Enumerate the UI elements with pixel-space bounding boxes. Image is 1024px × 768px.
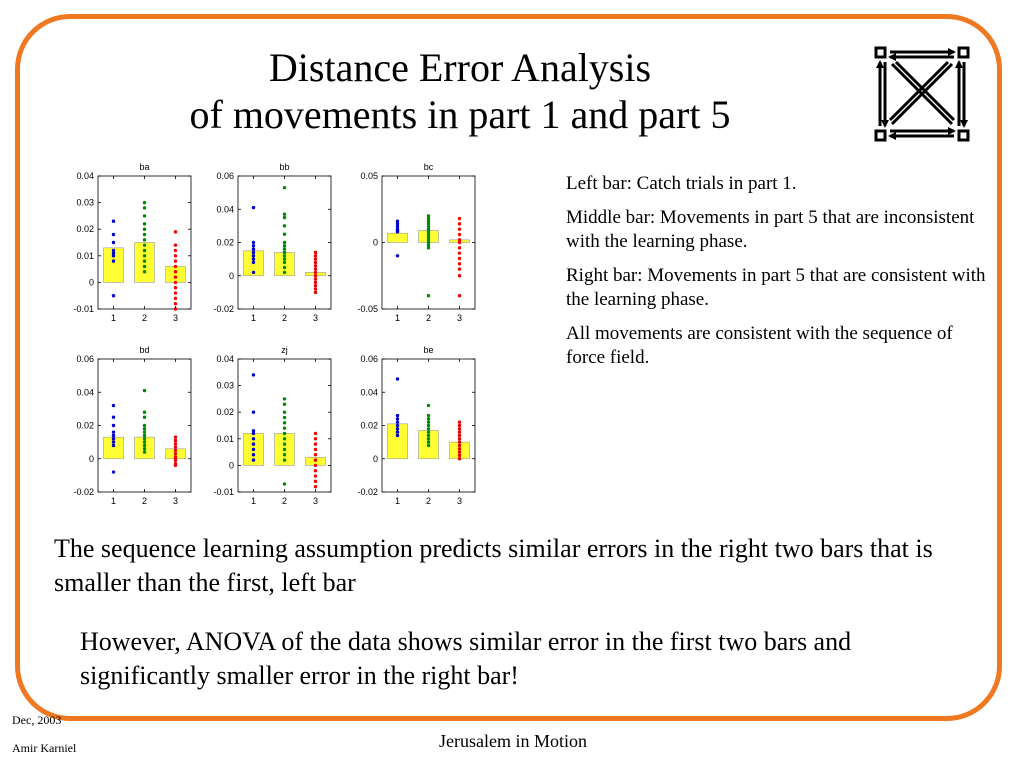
footer-author: Amir Karniel <box>12 741 77 755</box>
data-point <box>458 294 461 297</box>
data-point <box>143 389 146 392</box>
data-point <box>252 411 255 414</box>
x-tick-label: 1 <box>250 496 257 506</box>
data-point <box>174 439 177 442</box>
data-point <box>458 274 461 277</box>
data-point <box>174 452 177 455</box>
x-tick-label: 1 <box>110 496 117 506</box>
data-point <box>283 458 286 461</box>
legend-text <box>566 172 986 380</box>
data-point <box>283 254 286 257</box>
data-point <box>283 432 286 435</box>
plot-axes-box <box>238 359 331 492</box>
data-point <box>174 281 177 284</box>
data-point <box>314 485 317 488</box>
data-point <box>314 474 317 477</box>
data-point <box>112 254 115 257</box>
data-point <box>458 457 461 460</box>
data-point <box>314 264 317 267</box>
data-point <box>427 420 430 423</box>
data-point <box>314 261 317 264</box>
x-tick-label: 2 <box>141 496 148 506</box>
data-point <box>283 251 286 254</box>
data-point <box>112 233 115 236</box>
plot-bb <box>213 162 331 323</box>
data-point <box>143 214 146 217</box>
x-tick-label: 3 <box>456 313 463 323</box>
plot-be <box>357 345 475 506</box>
data-point <box>283 426 286 429</box>
y-tick-label: 0.02 <box>216 237 234 248</box>
data-point <box>427 404 430 407</box>
arrows-square-logo-icon <box>874 46 970 142</box>
data-point <box>143 450 146 453</box>
y-tick-label: 0.02 <box>216 407 234 418</box>
data-point <box>283 482 286 485</box>
data-point <box>112 404 115 407</box>
y-tick-label: 0.04 <box>360 387 378 398</box>
data-point <box>458 437 461 440</box>
data-point <box>458 241 461 244</box>
data-point <box>143 254 146 257</box>
y-tick-label: 0.04 <box>216 354 234 364</box>
x-tick-label: 2 <box>425 496 432 506</box>
slide-title <box>60 44 860 138</box>
data-point <box>112 437 115 440</box>
data-point <box>314 251 317 254</box>
legend-right-bar: Right bar: Movements in part 5 that are consistent with the learning phase. <box>566 265 986 310</box>
footer-date: Dec, 2003 <box>12 713 62 727</box>
data-point <box>112 444 115 447</box>
data-point <box>143 238 146 241</box>
data-point <box>143 270 146 273</box>
body-paragraph-2: However, ANOVA of the data shows similar error in the first two bars and significantly smaller error in the right bar! <box>80 627 852 690</box>
x-tick-label: 1 <box>250 313 257 323</box>
y-tick-label: 0.04 <box>76 171 94 181</box>
data-point <box>283 257 286 260</box>
y-tick-label: 0 <box>228 270 234 281</box>
y-tick-label: 0.06 <box>76 354 94 364</box>
y-tick-label: 0 <box>88 277 94 288</box>
data-point <box>174 464 177 467</box>
y-tick-label: 0 <box>88 453 94 464</box>
data-point <box>314 274 317 277</box>
data-point <box>283 403 286 406</box>
data-point <box>143 233 146 236</box>
data-point <box>112 259 115 262</box>
x-tick-label: 3 <box>172 496 179 506</box>
data-point <box>427 414 430 417</box>
data-point <box>143 424 146 427</box>
y-tick-label: -0.05 <box>357 304 378 314</box>
data-point <box>252 271 255 274</box>
data-point <box>458 454 461 457</box>
data-point <box>283 213 286 216</box>
data-point <box>458 267 461 270</box>
y-tick-label: -0.02 <box>357 487 378 497</box>
data-point <box>143 434 146 437</box>
data-point <box>314 480 317 483</box>
data-point <box>283 216 286 219</box>
data-point <box>112 241 115 244</box>
data-point <box>314 277 317 280</box>
y-tick-label: 0.03 <box>76 197 94 208</box>
plot-title: ba <box>139 162 150 172</box>
y-tick-label: 0.04 <box>76 387 94 398</box>
data-point <box>396 430 399 433</box>
data-point <box>458 427 461 430</box>
data-point <box>283 416 286 419</box>
data-point <box>458 262 461 265</box>
footer-center: Jerusalem in Motion <box>439 731 587 751</box>
data-point <box>283 224 286 227</box>
data-point <box>314 284 317 287</box>
data-point <box>283 411 286 414</box>
data-point <box>174 291 177 294</box>
data-point <box>314 464 317 467</box>
data-point <box>314 469 317 472</box>
data-point <box>458 222 461 225</box>
data-point <box>143 427 146 430</box>
data-point <box>458 233 461 236</box>
x-tick-label: 3 <box>312 496 319 506</box>
data-point <box>143 243 146 246</box>
data-point <box>314 267 317 270</box>
data-point <box>252 247 255 250</box>
data-point <box>314 271 317 274</box>
plot-title: be <box>423 345 434 355</box>
data-point <box>143 415 146 418</box>
data-point <box>143 201 146 204</box>
y-tick-label: 0 <box>372 237 378 248</box>
data-point <box>174 449 177 452</box>
data-point <box>314 437 317 440</box>
data-point <box>112 434 115 437</box>
data-point <box>143 411 146 414</box>
x-tick-label: 2 <box>281 496 288 506</box>
y-tick-label: 0.04 <box>216 204 234 215</box>
data-point <box>458 430 461 433</box>
title-line-1: Distance Error Analysis <box>268 45 652 90</box>
data-point <box>283 453 286 456</box>
data-point <box>458 424 461 427</box>
data-point <box>427 417 430 420</box>
data-point <box>283 271 286 274</box>
x-tick-label: 1 <box>394 496 401 506</box>
x-tick-label: 1 <box>394 313 401 323</box>
x-tick-label: 2 <box>141 313 148 323</box>
data-point <box>252 241 255 244</box>
data-point <box>252 251 255 254</box>
x-tick-label: 2 <box>281 313 288 323</box>
data-point <box>143 430 146 433</box>
data-point <box>112 294 115 297</box>
data-point <box>396 424 399 427</box>
data-point <box>174 243 177 246</box>
data-point <box>174 459 177 462</box>
data-point <box>314 254 317 257</box>
data-point <box>252 254 255 257</box>
data-point <box>396 427 399 430</box>
data-point <box>283 232 286 235</box>
plot-bc <box>357 162 475 323</box>
data-point <box>458 444 461 447</box>
data-point <box>458 246 461 249</box>
x-tick-label: 2 <box>425 313 432 323</box>
data-point <box>252 458 255 461</box>
data-point <box>283 448 286 451</box>
data-point <box>458 440 461 443</box>
plot-title: zj <box>281 345 288 355</box>
data-point <box>427 246 430 249</box>
data-point <box>314 453 317 456</box>
data-point <box>252 448 255 451</box>
data-point <box>174 270 177 273</box>
data-point <box>427 424 430 427</box>
y-tick-label: 0 <box>372 453 378 464</box>
data-point <box>174 445 177 448</box>
data-point <box>427 434 430 437</box>
x-tick-label: 3 <box>312 313 319 323</box>
bar-plots-grid <box>70 150 510 520</box>
data-point <box>174 249 177 252</box>
x-tick-label: 3 <box>456 496 463 506</box>
data-point <box>174 442 177 445</box>
data-point <box>314 287 317 290</box>
data-point <box>427 430 430 433</box>
data-point <box>143 222 146 225</box>
data-point <box>458 450 461 453</box>
data-point <box>252 244 255 247</box>
data-point <box>252 373 255 376</box>
data-point <box>174 297 177 300</box>
data-point <box>283 261 286 264</box>
data-point <box>283 266 286 269</box>
title-line-2: of movements in part 1 and part 5 <box>189 92 731 137</box>
y-tick-label: 0.05 <box>360 171 378 181</box>
bar-3 <box>166 266 186 282</box>
data-point <box>396 420 399 423</box>
data-point <box>143 228 146 231</box>
plot-title: bc <box>423 162 434 172</box>
data-point <box>283 421 286 424</box>
data-point <box>112 424 115 427</box>
data-point <box>143 447 146 450</box>
x-tick-label: 3 <box>172 313 179 323</box>
y-tick-label: 0.02 <box>360 420 378 431</box>
data-point <box>174 435 177 438</box>
data-point <box>314 257 317 260</box>
data-point <box>283 186 286 189</box>
data-point <box>283 241 286 244</box>
y-tick-label: 0.06 <box>360 354 378 364</box>
x-tick-label: 1 <box>110 313 117 323</box>
data-point <box>252 437 255 440</box>
y-tick-label: -0.02 <box>213 304 234 314</box>
data-point <box>396 434 399 437</box>
data-point <box>427 294 430 297</box>
data-point <box>314 291 317 294</box>
data-point <box>252 206 255 209</box>
body-paragraph-1: The sequence learning assumption predicts similar errors in the right two bars that is smaller than the first, left bar <box>54 534 933 597</box>
data-point <box>143 437 146 440</box>
data-point <box>427 444 430 447</box>
data-point <box>458 434 461 437</box>
data-point <box>143 265 146 268</box>
legend-middle-bar: Middle bar: Movements in part 5 that are inconsistent with the learning phase. <box>566 207 975 252</box>
data-point <box>427 437 430 440</box>
data-point <box>252 261 255 264</box>
plot-ba <box>73 162 191 323</box>
data-point <box>143 259 146 262</box>
data-point <box>396 414 399 417</box>
data-point <box>283 437 286 440</box>
data-point <box>396 230 399 233</box>
y-tick-label: 0.06 <box>216 171 234 181</box>
legend-all-movements: All movements are consistent with the sequence of force field. <box>566 323 953 368</box>
data-point <box>283 397 286 400</box>
data-point <box>252 432 255 435</box>
y-tick-label: -0.01 <box>213 487 234 497</box>
legend-left-bar: Left bar: Catch trials in part 1. <box>566 173 797 194</box>
y-tick-label: 0.01 <box>216 433 234 444</box>
data-point <box>174 302 177 305</box>
data-point <box>174 230 177 233</box>
data-point <box>112 415 115 418</box>
data-point <box>314 432 317 435</box>
data-point <box>112 440 115 443</box>
y-tick-label: 0.01 <box>76 250 94 261</box>
data-point <box>174 275 177 278</box>
y-tick-label: 0.02 <box>76 224 94 235</box>
y-tick-label: -0.01 <box>73 304 94 314</box>
data-point <box>396 417 399 420</box>
data-point <box>314 448 317 451</box>
data-point <box>314 281 317 284</box>
plot-title: bb <box>279 162 290 172</box>
data-point <box>283 244 286 247</box>
data-point <box>252 257 255 260</box>
data-point <box>283 247 286 250</box>
y-tick-label: -0.02 <box>73 487 94 497</box>
data-point <box>396 254 399 257</box>
data-point <box>458 257 461 260</box>
data-point <box>112 430 115 433</box>
data-point <box>458 420 461 423</box>
data-point <box>458 447 461 450</box>
bar-1 <box>388 233 408 242</box>
data-point <box>458 228 461 231</box>
data-point <box>252 453 255 456</box>
data-point <box>143 440 146 443</box>
data-point <box>458 217 461 220</box>
data-point <box>314 458 317 461</box>
data-point <box>174 254 177 257</box>
plot-bd <box>73 345 191 506</box>
y-tick-label: 0.03 <box>216 380 234 391</box>
data-point <box>174 286 177 289</box>
data-point <box>458 251 461 254</box>
data-point <box>427 427 430 430</box>
y-tick-label: 0 <box>228 460 234 471</box>
data-point <box>314 442 317 445</box>
data-point <box>174 265 177 268</box>
data-point <box>112 220 115 223</box>
data-point <box>427 440 430 443</box>
data-point <box>283 442 286 445</box>
data-point <box>143 206 146 209</box>
y-tick-label: 0.02 <box>76 420 94 431</box>
data-point <box>396 377 399 380</box>
data-point <box>143 249 146 252</box>
plot-title: bd <box>139 345 150 355</box>
data-point <box>174 259 177 262</box>
data-point <box>252 442 255 445</box>
data-point <box>143 444 146 447</box>
plot-zj <box>213 345 331 506</box>
data-point <box>112 470 115 473</box>
